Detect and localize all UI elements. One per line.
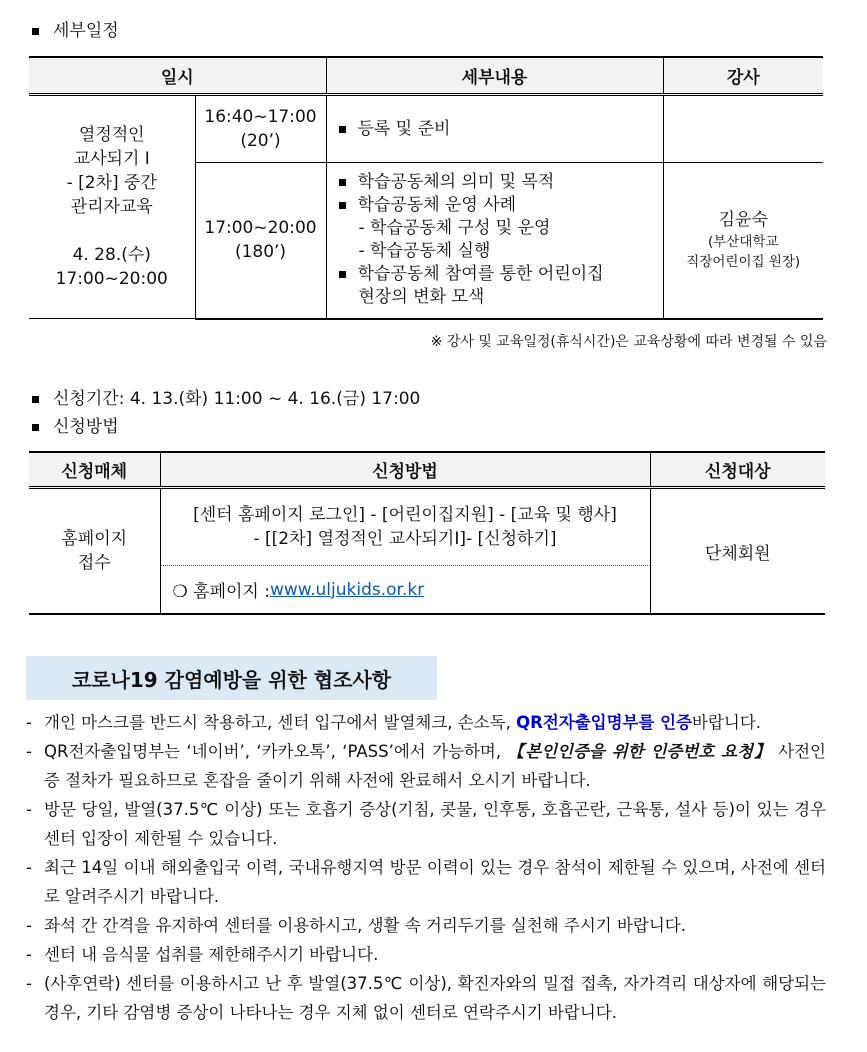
header-datetime: 일시	[29, 57, 326, 95]
medium-cell	[29, 488, 160, 615]
course-cell	[29, 95, 195, 319]
lecturer-cell	[663, 163, 823, 319]
content-bullet	[339, 263, 662, 286]
bullet-square-icon	[339, 202, 346, 209]
covid-list	[26, 708, 826, 1027]
homepage-label: ❍ 홈페이지 :	[172, 582, 270, 602]
lecturer-affiliation: 직장어린이집 원장)	[686, 254, 801, 271]
course-line: 관리자교육	[70, 197, 153, 217]
target-cell: 단체회원	[650, 488, 825, 615]
header-content: 세부내용	[326, 57, 663, 95]
bullet-square-icon	[32, 28, 39, 35]
course-line	[30, 219, 194, 243]
header-lecturer: 강사	[663, 57, 823, 95]
lecturer-name: 김윤숙	[718, 210, 768, 231]
lecturer-cell-empty	[663, 95, 823, 163]
list-item: - 좌석 간 간격을 유지하여 센터를 이용하시고, 생활 속 거리두기를 실천해 주시기 바랍니다.	[26, 916, 686, 935]
content-bullet	[339, 171, 662, 194]
method-path-line: - [[2차] 열정적인 교사되기Ⅰ]- [신청하기]	[253, 529, 557, 549]
content-bullet	[339, 118, 662, 141]
list-item: - (사후연락) 센터를 이용하시고 난 후 발열(37.5℃ 이상), 확진자와의 밀접 접촉, 자가격리 대상자에 해당되는 경우, 기타 감염병 증상이 나타나는 경우 지체 없이 센터로 연락주시기 바랍니다.	[26, 974, 826, 1022]
schedule-note: ※ 강사 및 교육일정(휴식시간)은 교육상황에 따라 변경될 수 있음	[430, 334, 827, 350]
list-item: - 방문 당일, 발열(37.5℃ 이상) 또는 호흡기 증상(기침, 콧물, 인후통, 호흡곤란, 근육통, 설사 등)이 있는 경우 센터 입장이 제한될 수 있습니다.	[26, 800, 826, 848]
content-cell	[326, 95, 663, 163]
bullet-square-icon	[339, 126, 346, 133]
bullet-square-icon	[339, 179, 346, 186]
header-medium: 신청매체	[29, 452, 160, 488]
apply-row	[29, 488, 825, 615]
course-line: 교사되기 I	[73, 149, 150, 169]
auth-request-highlight: 【본인인증을 위한 인증번호 요청】	[507, 742, 772, 761]
qr-highlight: QR전자출입명부를 인증	[516, 713, 693, 732]
time-cell	[195, 95, 326, 163]
course-line: - [2차] 중간	[66, 173, 157, 193]
covid-banner: 코로나19 감염예방을 위한 협조사항	[26, 656, 437, 700]
header-target: 신청대상	[650, 452, 825, 488]
homepage-line	[161, 566, 650, 613]
schedule-heading-text: 세부일정	[53, 21, 119, 41]
apply-period-text: 신청기간: 4. 13.(화) 11:00 ~ 4. 16.(금) 17:00	[53, 389, 421, 409]
content-text: 학습공동체의 의미 및 목적	[357, 172, 555, 193]
apply-table	[29, 451, 825, 615]
medium-line: 홈페이지	[61, 529, 128, 549]
time-range: 16:40~17:00	[204, 107, 317, 127]
schedule-row-registration	[29, 95, 823, 163]
method-path-line: [센터 홈페이지 로그인] - [어린이집지원] - [교육 및 행사]	[193, 505, 617, 525]
content-text: 학습공동체 참여를 통한 어린이집	[357, 264, 604, 285]
apply-period	[32, 388, 420, 410]
list-item: - 개인 마스크를 반드시 착용하고, 센터 입구에서 발열체크, 손소독, QR전자출입명부를 인증바랍니다.	[26, 713, 762, 732]
header-method: 신청방법	[160, 452, 650, 488]
homepage-link[interactable]: www.uljukids.or.kr	[269, 579, 425, 600]
time-duration: (20’)	[240, 131, 281, 151]
content-subitem: - 학습공동체 구성 및 운영	[358, 218, 551, 239]
list-item: - 센터 내 음식물 섭취를 제한해주시기 바랍니다.	[26, 945, 379, 964]
time-duration: (180’)	[234, 242, 287, 263]
course-line: 열정적인	[78, 125, 145, 145]
time-cell	[195, 163, 326, 319]
content-text: 학습공동체 운영 사례	[357, 195, 517, 216]
apply-header-row	[29, 452, 825, 488]
apply-method-heading	[32, 416, 119, 438]
item-text: 사전인증 절차가 필요하므로 혼잡을 줄이기 위해 사전에 완료해서 오시기 바랍니다.	[44, 742, 826, 790]
course-time: 17:00~20:00	[55, 269, 168, 289]
item-text: 개인 마스크를 반드시 착용하고, 센터 입구에서 발열체크, 손소독,	[44, 713, 517, 732]
schedule-table	[29, 56, 823, 320]
content-bullet	[339, 194, 662, 217]
item-text: QR전자출입명부는 ‘네이버’, ‘카카오톡’, ‘PASS’에서 가능하며,	[44, 742, 508, 761]
item-text: 바랍니다.	[692, 713, 762, 732]
content-cell	[326, 163, 663, 319]
content-text-continued: 현장의 변화 모색	[358, 287, 485, 308]
schedule-heading	[32, 20, 119, 42]
content-subitem: - 학습공동체 실행	[358, 241, 491, 262]
medium-line: 접수	[77, 553, 111, 573]
bullet-square-icon	[32, 424, 39, 431]
apply-method-heading-text: 신청방법	[53, 417, 119, 437]
method-path	[161, 489, 650, 566]
bullet-square-icon	[32, 396, 39, 403]
list-item: - QR전자출입명부는 ‘네이버’, ‘카카오톡’, ‘PASS’에서 가능하며, 【본인인증을 위한 인증번호 요청】 사전인증 절차가 필요하므로 혼잡을 줄이기 위해 사전에 완료해서 오시기 바랍니다.	[26, 742, 826, 790]
time-range: 17:00~20:00	[204, 218, 317, 239]
course-date: 4. 28.(수)	[72, 245, 151, 265]
content-text: 등록 및 준비	[357, 118, 451, 139]
method-cell	[160, 488, 650, 615]
lecturer-affiliation: (부산대학교	[708, 234, 779, 251]
list-item: - 최근 14일 이내 해외출입국 이력, 국내유행지역 방문 이력이 있는 경우 참석이 제한될 수 있으며, 사전에 센터로 알려주시기 바랍니다.	[26, 858, 826, 906]
schedule-header-row	[29, 57, 823, 95]
bullet-square-icon	[339, 271, 346, 278]
